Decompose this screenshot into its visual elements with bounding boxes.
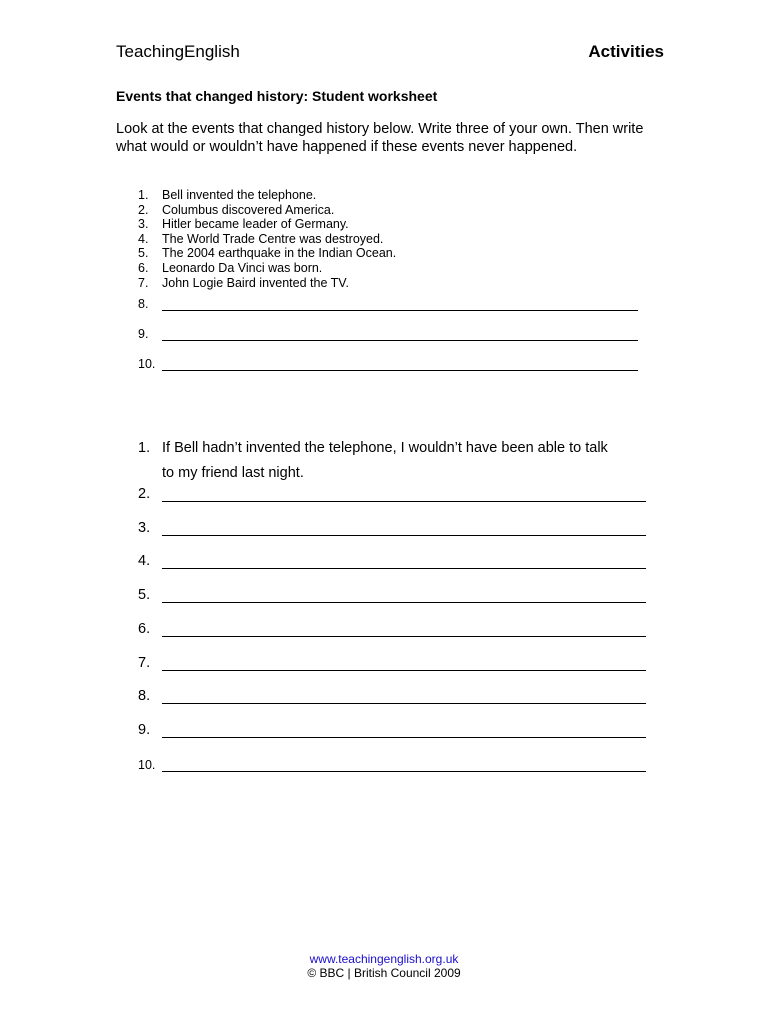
event-blank-row (138, 327, 638, 341)
event-number: 1. (138, 188, 149, 202)
answer-blank-row (138, 587, 646, 603)
event-number: 5. (138, 246, 149, 261)
answer-blank-number: 2. (138, 486, 151, 502)
answer-write-line[interactable] (162, 588, 646, 603)
event-blank-number: 8. (138, 297, 149, 311)
answer-write-line[interactable] (162, 521, 646, 536)
event-write-line[interactable] (162, 328, 638, 341)
answer-write-line[interactable] (162, 622, 646, 637)
answer-write-line[interactable] (162, 757, 646, 772)
answer-blank-row (138, 621, 646, 637)
example-line-2: to my friend last night. (162, 465, 304, 481)
event-item (138, 261, 396, 276)
event-item (138, 203, 396, 218)
answer-blank-number: 9. (138, 722, 151, 738)
footer-copyright: © BBC | British Council 2009 (307, 966, 461, 980)
answer-write-line[interactable] (162, 689, 646, 704)
event-write-line[interactable] (162, 298, 638, 311)
answer-blank-number: 8. (138, 688, 151, 704)
events-list (138, 188, 396, 290)
event-text: Leonardo Da Vinci was born. (162, 260, 323, 275)
event-item (138, 276, 396, 291)
answer-blank-row (138, 722, 646, 738)
event-item (138, 232, 396, 247)
answer-blank-row (138, 553, 646, 569)
event-item (138, 188, 396, 203)
event-blank-number: 10. (138, 357, 156, 371)
event-item (138, 217, 396, 232)
worksheet-instructions: Look at the events that changed history below. Write three of your own. Then write what would or wouldn’t have happened if these events never happened. (116, 121, 644, 155)
answer-blank-row (138, 486, 646, 502)
answer-blank-number: 4. (138, 553, 151, 569)
example-number: 1. (138, 440, 151, 456)
event-number: 4. (138, 231, 149, 246)
event-text: John Logie Baird invented the TV. (162, 275, 349, 290)
event-blank-row (138, 297, 638, 311)
answer-blank-row (138, 520, 646, 536)
event-number: 3. (138, 217, 149, 232)
answer-blank-number: 6. (138, 621, 151, 637)
answer-blank-number: 3. (138, 520, 151, 536)
example-answer (138, 436, 608, 486)
header-section-label: Activities (588, 42, 664, 61)
answer-write-line[interactable] (162, 723, 646, 738)
event-text: Hitler became leader of Germany. (162, 217, 349, 232)
answer-write-line[interactable] (162, 656, 646, 671)
answer-blank-number: 7. (138, 655, 151, 671)
event-text: Columbus discovered America. (162, 202, 335, 217)
worksheet-title: Events that changed history: Student worksheet (116, 88, 438, 104)
event-number: 6. (138, 260, 149, 275)
event-text: The World Trade Centre was destroyed. (162, 231, 384, 246)
event-number: 7. (138, 275, 149, 290)
header-brand: TeachingEnglish (116, 42, 240, 61)
event-write-line[interactable] (162, 358, 638, 371)
event-blank-row (138, 357, 638, 371)
answer-blank-row (138, 757, 646, 772)
footer-website-link[interactable]: www.teachingenglish.org.uk (309, 952, 459, 966)
answer-blank-row (138, 688, 646, 704)
event-text: Bell invented the telephone. (162, 188, 317, 202)
event-number: 2. (138, 202, 149, 217)
answer-blank-number: 5. (138, 587, 151, 603)
answer-write-line[interactable] (162, 554, 646, 569)
event-blank-number: 9. (138, 327, 149, 341)
example-line-1: If Bell hadn’t invented the telephone, I wouldn’t have been able to talk (162, 440, 608, 456)
answer-blank-number: 10. (138, 758, 156, 772)
answer-blank-row (138, 655, 646, 671)
event-text: The 2004 earthquake in the Indian Ocean. (162, 246, 397, 261)
answer-write-line[interactable] (162, 487, 646, 502)
event-item (138, 246, 396, 261)
